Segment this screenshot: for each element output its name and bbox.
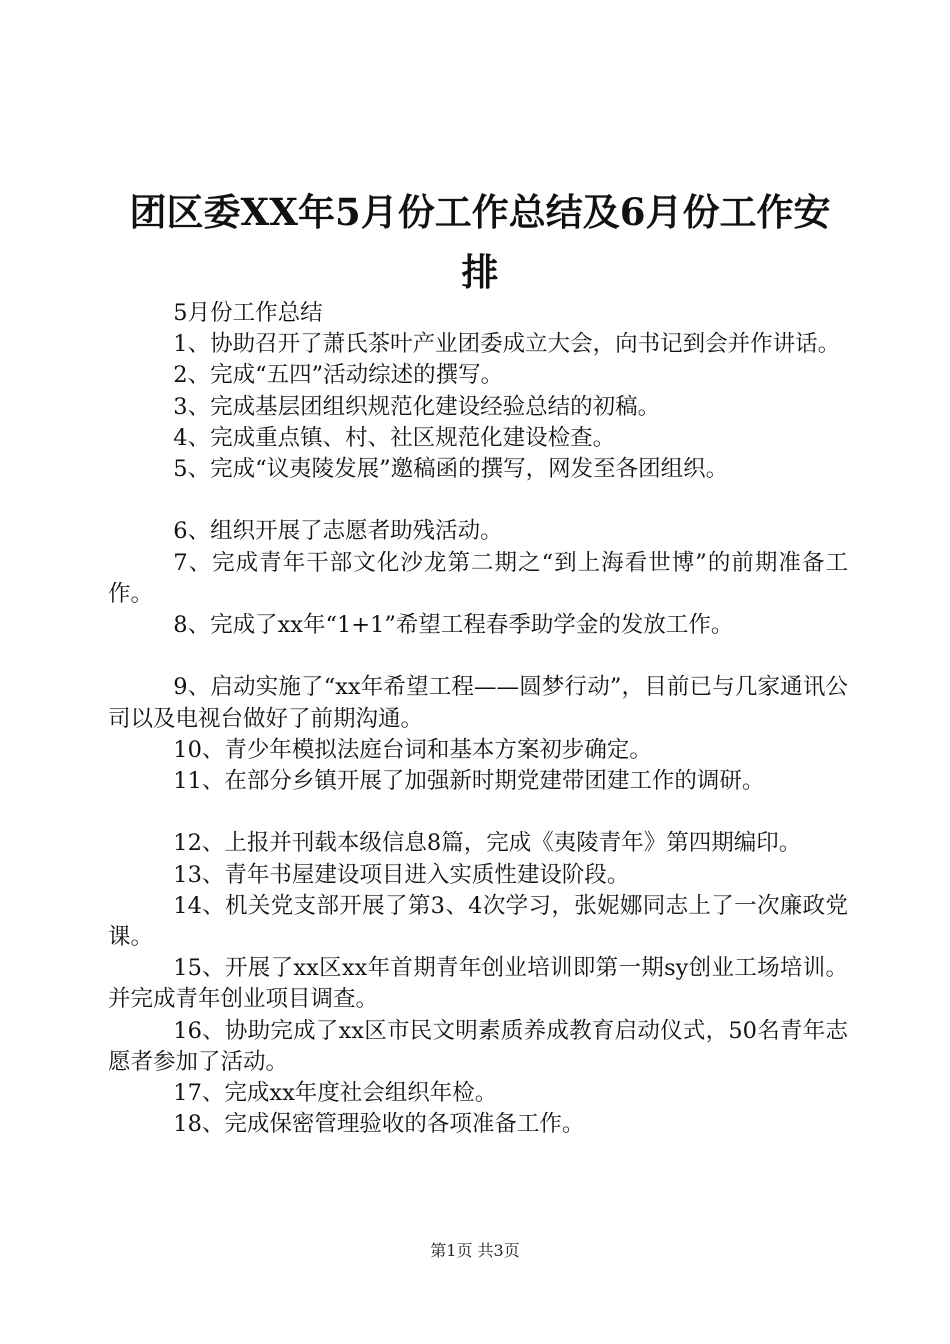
summary-item-16: 16、协助完成了xx区市民文明素质养成教育启动仪式，50名青年志愿者参加了活动。 — [108, 1017, 848, 1075]
summary-item-2: 2、完成“五四”活动综述的撰写。 — [173, 362, 504, 389]
document-title-line-1: 团区委XX年5月份工作总结及6月份工作安 — [129, 190, 831, 234]
summary-item-1: 1、协助召开了萧氏茶叶产业团委成立大会，向书记到会并作讲话。 — [173, 331, 841, 358]
summary-item-13: 13、青年书屋建设项目进入实质性建设阶段。 — [173, 861, 630, 888]
paragraph-gap — [108, 641, 848, 672]
summary-item-7: 7、完成青年干部文化沙龙第二期之“到上海看世博”的前期准备工作。 — [108, 549, 848, 607]
paragraph-gap — [108, 797, 848, 828]
summary-item-15: 15、开展了xx区xx年首期青年创业培训即第一期sy创业工场培训。并完成青年创业项目调查。 — [108, 955, 848, 1013]
summary-item-5: 5、完成“议夷陵发展”邀稿函的撰写，网发至各团组织。 — [173, 456, 729, 483]
summary-item-11: 11、在部分乡镇开展了加强新时期党建带团建工作的调研。 — [173, 768, 765, 795]
summary-item-18: 18、完成保密管理验收的各项准备工作。 — [173, 1111, 585, 1138]
summary-item-14: 14、机关党支部开展了第3、4次学习，张妮娜同志上了一次廉政党课。 — [108, 892, 848, 951]
page-footer: 第1页 共3页 — [430, 1241, 520, 1260]
summary-item-4: 4、完成重点镇、村、社区规范化建设检查。 — [173, 424, 616, 451]
document-title-line-2: 排 — [461, 250, 499, 294]
summary-item-8: 8、完成了xx年“1+1”希望工程春季助学金的发放工作。 — [173, 612, 734, 639]
summary-item-17: 17、完成xx年度社会组织年检。 — [173, 1080, 498, 1107]
section-heading: 5月份工作总结 — [173, 300, 323, 326]
summary-item-9: 9、启动实施了“xx年希望工程——圆梦行动”，目前已与几家通讯公司以及电视台做好了前期沟通。 — [108, 674, 848, 732]
document-body — [108, 298, 848, 1140]
summary-item-6: 6、组织开展了志愿者助残活动。 — [173, 518, 503, 545]
summary-item-3: 3、完成基层团组织规范化建设经验总结的初稿。 — [173, 393, 661, 420]
summary-item-10: 10、青少年模拟法庭台词和基本方案初步确定。 — [173, 736, 652, 763]
paragraph-gap — [108, 485, 848, 516]
summary-item-12: 12、上报并刊载本级信息8篇，完成《夷陵青年》第四期编印。 — [173, 830, 802, 857]
